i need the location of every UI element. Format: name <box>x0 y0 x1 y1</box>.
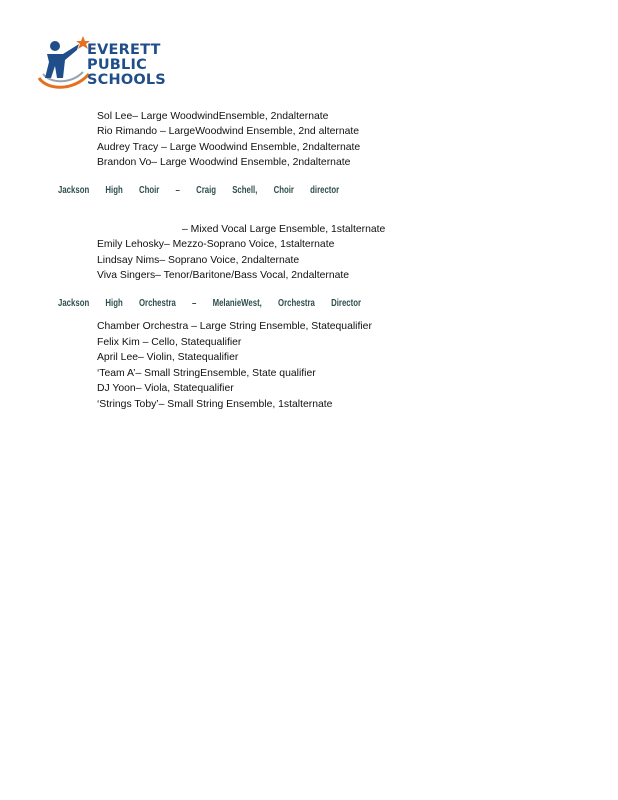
list-item-text: April Lee– Violin, Statequalifier <box>97 352 239 363</box>
list-item-text: Rio Rimando – LargeWoodwind Ensemble, 2nd alternate <box>97 126 360 137</box>
logo-wordmark <box>87 43 166 88</box>
list-item-text: Lindsay Nims– Soprano Voice, 2ndalternate <box>97 255 300 266</box>
logo-line-1: EVERETT <box>87 42 161 58</box>
list-item-text: DJ Yoon– Viola, Statequalifier <box>97 383 234 394</box>
list-item-text: Brandon Vo– Large Woodwind Ensemble, 2ndalternate <box>97 157 351 168</box>
district-logo <box>33 34 173 94</box>
list-item <box>77 352 238 363</box>
list-item <box>77 142 360 153</box>
list-item-text: Audrey Tracy – Large Woodwind Ensemble, 2ndalternate <box>97 142 361 153</box>
list-item-text: Sol Lee– Large WoodwindEnsemble, 2ndalternate <box>97 111 329 122</box>
list-item <box>77 255 299 266</box>
list-item <box>77 399 332 410</box>
logo-line-3: SCHOOLS <box>87 72 166 88</box>
list-item <box>77 368 316 379</box>
list-item <box>77 321 372 332</box>
choir-ensemble-line: – Mixed Vocal Large Ensemble, 1stalternate <box>182 224 386 235</box>
list-item <box>77 270 349 281</box>
choir-heading: Jackson High Choir – Craig Schell, Choir director <box>58 185 340 196</box>
list-item-text: Viva Singers– Tenor/Baritone/Bass Vocal, 2ndalternate <box>97 270 350 281</box>
list-item-text: Felix Kim – Cello, Statequalifier <box>97 337 242 348</box>
list-item-text: Emily Lehosky– Mezzo-Soprano Voice, 1stalternate <box>97 239 335 250</box>
figure-with-star-icon <box>33 34 93 94</box>
logo-line-2: PUBLIC <box>87 57 147 73</box>
orchestra-heading: Jackson High Orchestra – MelanieWest, Orchestra Director <box>58 298 362 309</box>
list-item <box>77 337 241 348</box>
list-item-text: ‘Team A’– Small StringEnsemble, State qualifier <box>97 368 316 379</box>
list-item <box>77 157 350 168</box>
list-item <box>77 126 359 137</box>
list-item <box>77 111 328 122</box>
list-item-text: ‘Strings Toby’– Small String Ensemble, 1stalternate <box>97 399 333 410</box>
list-item-text: Chamber Orchestra – Large String Ensemble, Statequalifier <box>97 321 372 332</box>
list-item <box>77 383 234 394</box>
list-item <box>77 239 334 250</box>
